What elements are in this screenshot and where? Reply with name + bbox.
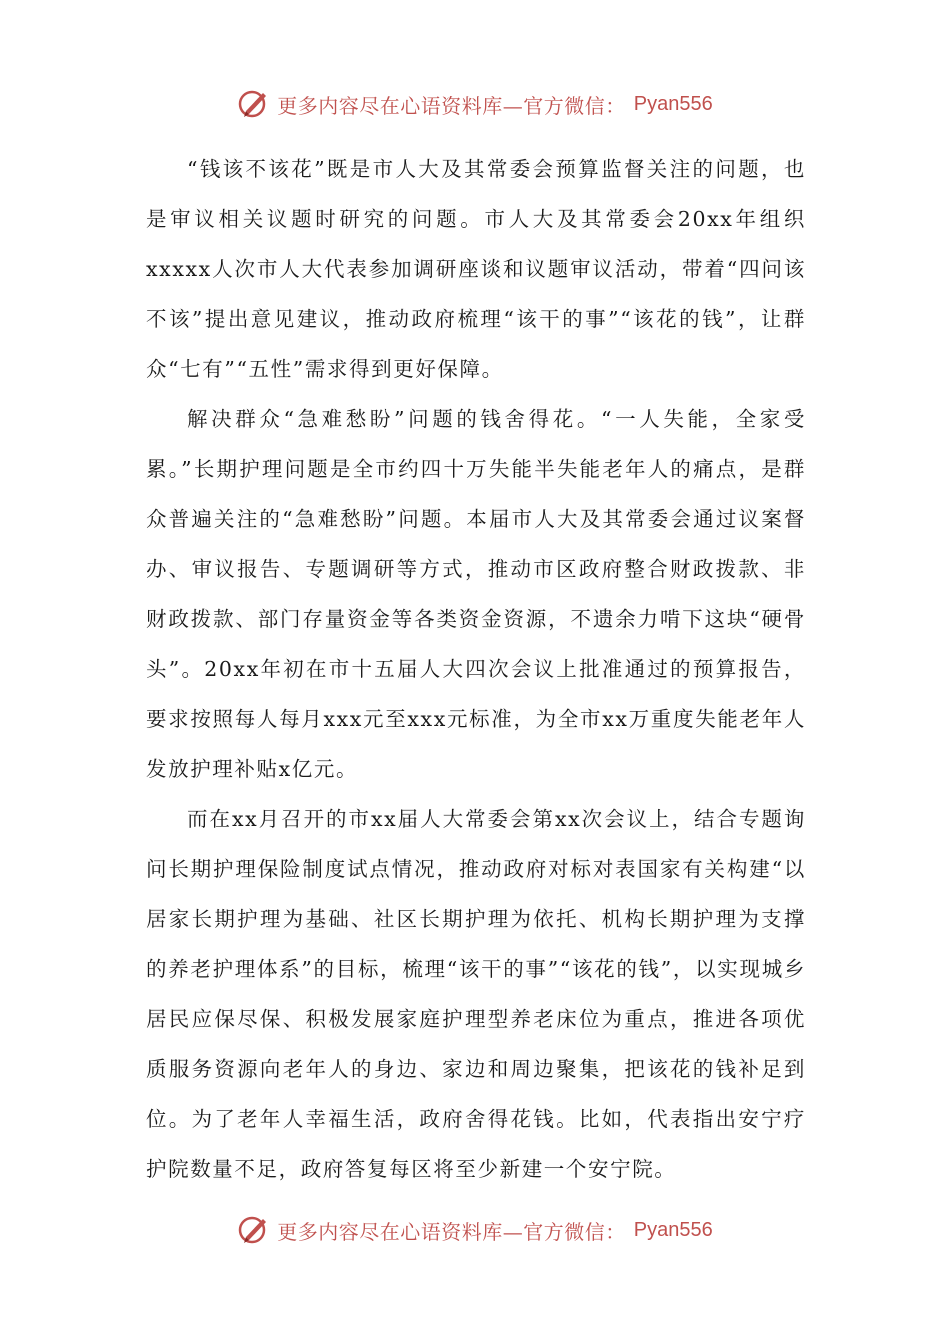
paragraph-3: 而在xx月召开的市xx届人大常委会第xx次会议上，结合专题询问长期护理保险制度试点情况，推动政府对标对表国家有关构建“以居家长期护理为基础、社区长期护理为依托、机构长期护理为支撑的养老护理体系”的目标，梳理“该干的事”“该花的钱”，以实现城乡居民应保尽保、积极发展家庭护理型养老床位为重点，推进各项优质服务资源向老年人的身边、家边和周边聚集，把该花的钱补足到位。为了老年人幸福生活，政府舍得花钱。比如，代表指出安宁疗护院数量不足，政府答复每区将至少新建一个安宁院。 [146, 807, 806, 1181]
watermark-wechat-id: Pyan556 [633, 92, 713, 115]
pen-logo-icon [237, 1213, 271, 1247]
paragraph-1: “钱该不该花”既是市人大及其常委会预算监督关注的问题，也是审议相关议题时研究的问题。市人大及其常委会20xx年组织xxxxx人次市人大代表参加调研座谈和议题审议活动，带着“四问该不该”提出意见建议，推动政府梳理“该干的事”“该花的钱”，让群众“七有”“五性”需求得到更好保障。 [146, 157, 806, 381]
watermark-text: 更多内容尽在心语资料库—官方微信： [277, 93, 626, 118]
document-body [146, 144, 806, 1194]
watermark-wechat-id: Pyan556 [633, 1218, 713, 1241]
header-watermark [0, 82, 950, 126]
footer-watermark [0, 1208, 950, 1252]
pen-logo-icon [237, 87, 271, 121]
paragraph-2: 解决群众“急难愁盼”问题的钱舍得花。“一人失能，全家受累。”长期护理问题是全市约四十万失能半失能老年人的痛点，是群众普遍关注的“急难愁盼”问题。本届市人大及其常委会通过议案督办、审议报告、专题调研等方式，推动市区政府整合财政拨款、非财政拨款、部门存量资金等各类资金资源，不遗余力啃下这块“硬骨头”。20xx年初在市十五届人大四次会议上批准通过的预算报告，要求按照每人每月xxx元至xxx元标准，为全市xx万重度失能老年人发放护理补贴x亿元。 [146, 407, 806, 781]
watermark-text: 更多内容尽在心语资料库—官方微信： [277, 1219, 626, 1244]
